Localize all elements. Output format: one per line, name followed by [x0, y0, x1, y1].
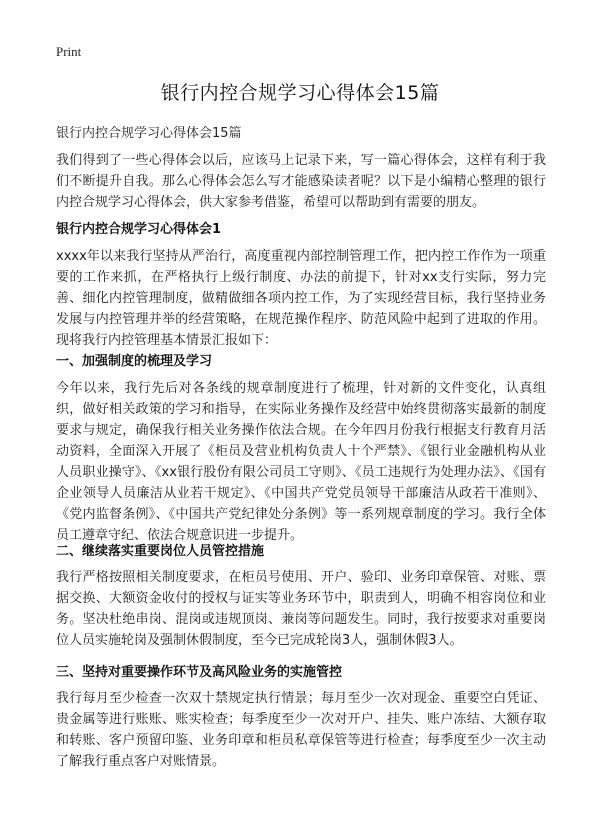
section-heading-4: 三、坚持对重要操作环节及高风险业务的实施管控	[56, 665, 343, 680]
section-paragraph-1: xxxx年以来我行坚持从严治行，高度重视内部控制管理工作，把内控工作作为一项重要的工作来抓，在严格执行上级行制度、办法的前提下，针对xx支行实际，努力完善、细化内控管理制度，做精做细各项内控工作，为了实现经营目标，我行坚持业务发展与内控管理并举的经营策略，在规范操作程序、防范风险中起到了进取的作用。现将我行内控管理基本情景汇报如下：	[56, 249, 546, 348]
print-label[interactable]: Print	[56, 44, 82, 59]
section-heading-2: 一、加强制度的梳理及学习	[56, 354, 213, 369]
page-title: 银行内控合规学习心得体会15篇	[160, 82, 440, 104]
section-heading-3: 二、继续落实重要岗位人员管控措施	[56, 544, 265, 559]
section-paragraph-3: 我行严格按照相关制度要求，在柜员号使用、开户、验印、业务印章保管、对账、票据交换、大额资金收付的授权与证实等业务环节中，职责到人，明确不相容岗位和业务。坚决杜绝串岗、混岗或违规顶岗、兼岗等问题发生。同时，我行按要求对重要岗位人员实施轮岗及强制休假制度，至今已完成轮岗3人，强制休假3人。	[56, 570, 546, 648]
intro-paragraph: 我们得到了一些心得体会以后，应该马上记录下来，写一篇心得体会，这样有利于我们不断提升自我。那么心得体会怎么写才能感染读者呢？以下是小编精心整理的银行内控合规学习心得体会，供大家参考借鉴，希望可以帮助到有需要的朋友。	[56, 153, 546, 210]
document-subtitle: 银行内控合规学习心得体会15篇	[56, 126, 242, 141]
section-paragraph-2: 今年以来，我行先后对各条线的规章制度进行了梳理，针对新的文件变化，认真组织，做好相关政策的学习和指导，在实际业务操作及经营中始终贯彻落实最新的制度要求与规定，确保我行相关业务操作依法合规。在今年四月份我行根据支行教育月活动资料，全面深入开展了《柜员及营业机构负责人十个严禁》、《银行业金融机构从业人员职业操守》、《xx银行股份有限公司员工守则》、《员工违规行为处理办法》、《国有企业领导人员廉洁从业若干规定》、《中国共产党党员领导干部廉洁从政若干准则》、《党内监督条例》、《中国共产党纪律处分条例》等一系列规章制度的学习。我行全体员工遵章守纪、依法合规意识进一步提升。	[56, 381, 546, 543]
section-heading-1: 银行内控合规学习心得体会1	[56, 222, 222, 237]
section-paragraph-4: 我行每月至少检查一次双十禁规定执行情景；每月至少一次对现金、重要空白凭证、贵金属等进行账账、账实检查；每季度至少一次对开户、挂失、账户冻结、大额存取和转账、客户预留印鉴、业务印章和柜员私章保管等进行检查；每季度至少一次主动了解我行重点客户对账情景。	[56, 691, 546, 769]
